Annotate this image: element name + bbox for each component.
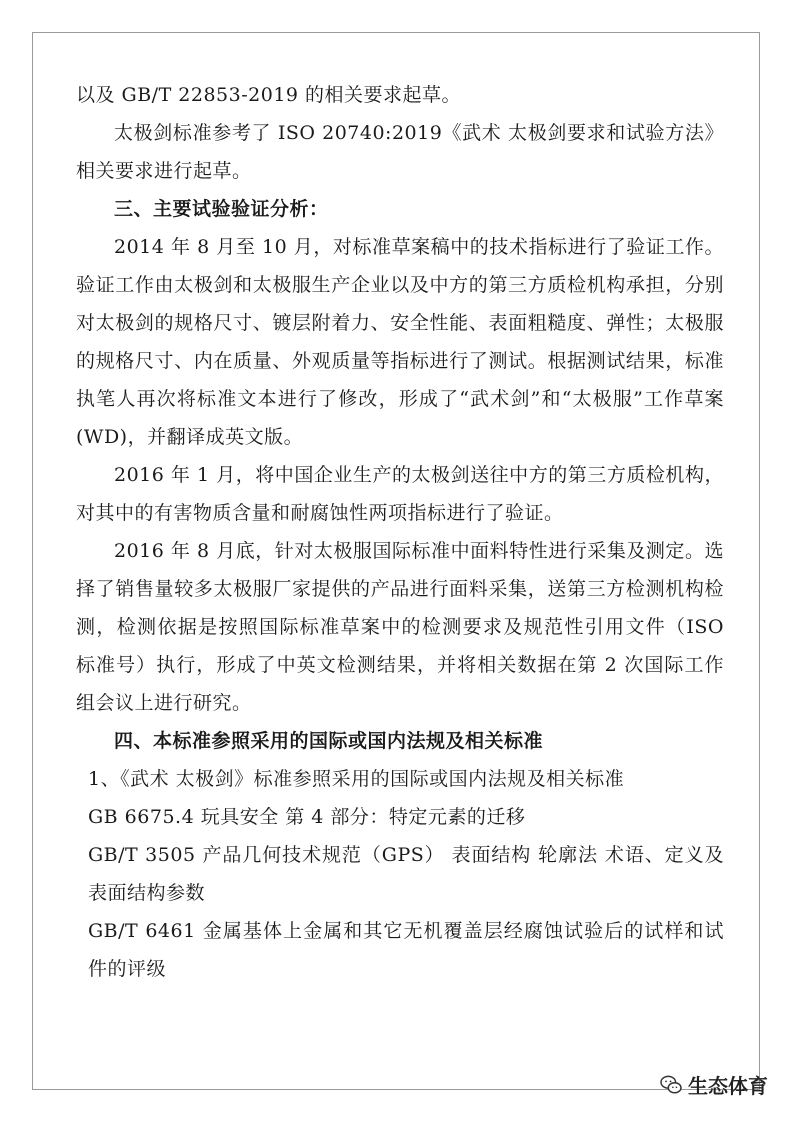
document-body <box>76 76 724 988</box>
section-heading-4: 四、本标准参照采用的国际或国内法规及相关标准 <box>114 730 544 752</box>
wechat-icon <box>660 1075 682 1095</box>
standard-gbt-3505: GB/T 3505 产品几何技术规范（GPS） 表面结构 轮廓法 术语、定义及表面结构参数 <box>88 844 724 904</box>
standard-gbt-6461: GB/T 6461 金属基体上金属和其它无机覆盖层经腐蚀试验后的试样和试件的评级 <box>88 920 724 980</box>
standard-gb-6675-4: GB 6675.4 玩具安全 第 4 部分：特定元素的迁移 <box>88 806 526 828</box>
paragraph-2016-january: 2016 年 1 月，将中国企业生产的太极剑送往中方的第三方质检机构，对其中的有害物质含量和耐腐蚀性两项指标进行了验证。 <box>76 464 724 524</box>
list-item-1: 1、《武术 太极剑》标准参照采用的国际或国内法规及相关标准 <box>88 768 625 790</box>
paragraph-2016-august: 2016 年 8 月底，针对太极服国际标准中面料特性进行采集及测定。选择了销售量较多太极服厂家提供的产品进行面料采集，送第三方检测机构检测，检测依据是按照国际标准草案中的检测要求及规范性引用文件（ISO 标准号）执行，形成了中英文检测结果，并将相关数据在第 2 次国际工作组会议上进行研究。 <box>76 540 724 714</box>
paragraph-taiji-sword-reference: 太极剑标准参考了 ISO 20740:2019《武术 太极剑要求和试验方法》相关要求进行起草。 <box>76 122 724 182</box>
paragraph-continuation: 以及 GB/T 22853-2019 的相关要求起草。 <box>76 84 462 106</box>
watermark-label: 生态体育 <box>688 1074 768 1098</box>
watermark <box>660 1070 768 1099</box>
section-heading-3: 三、主要试验验证分析： <box>114 198 329 220</box>
paragraph-2014-verification: 2014 年 8 月至 10 月，对标准草案稿中的技术指标进行了验证工作。验证工作由太极剑和太极服生产企业以及中方的第三方质检机构承担，分别对太极剑的规格尺寸、镀层附着力、安全性能、表面粗糙度、弹性；太极服的规格尺寸、内在质量、外观质量等指标进行了测试。根据测试结果，标准执笔人再次将标准文本进行了修改，形成了“武术剑”和“太极服”工作草案(WD)，并翻译成英文版。 <box>76 236 724 448</box>
